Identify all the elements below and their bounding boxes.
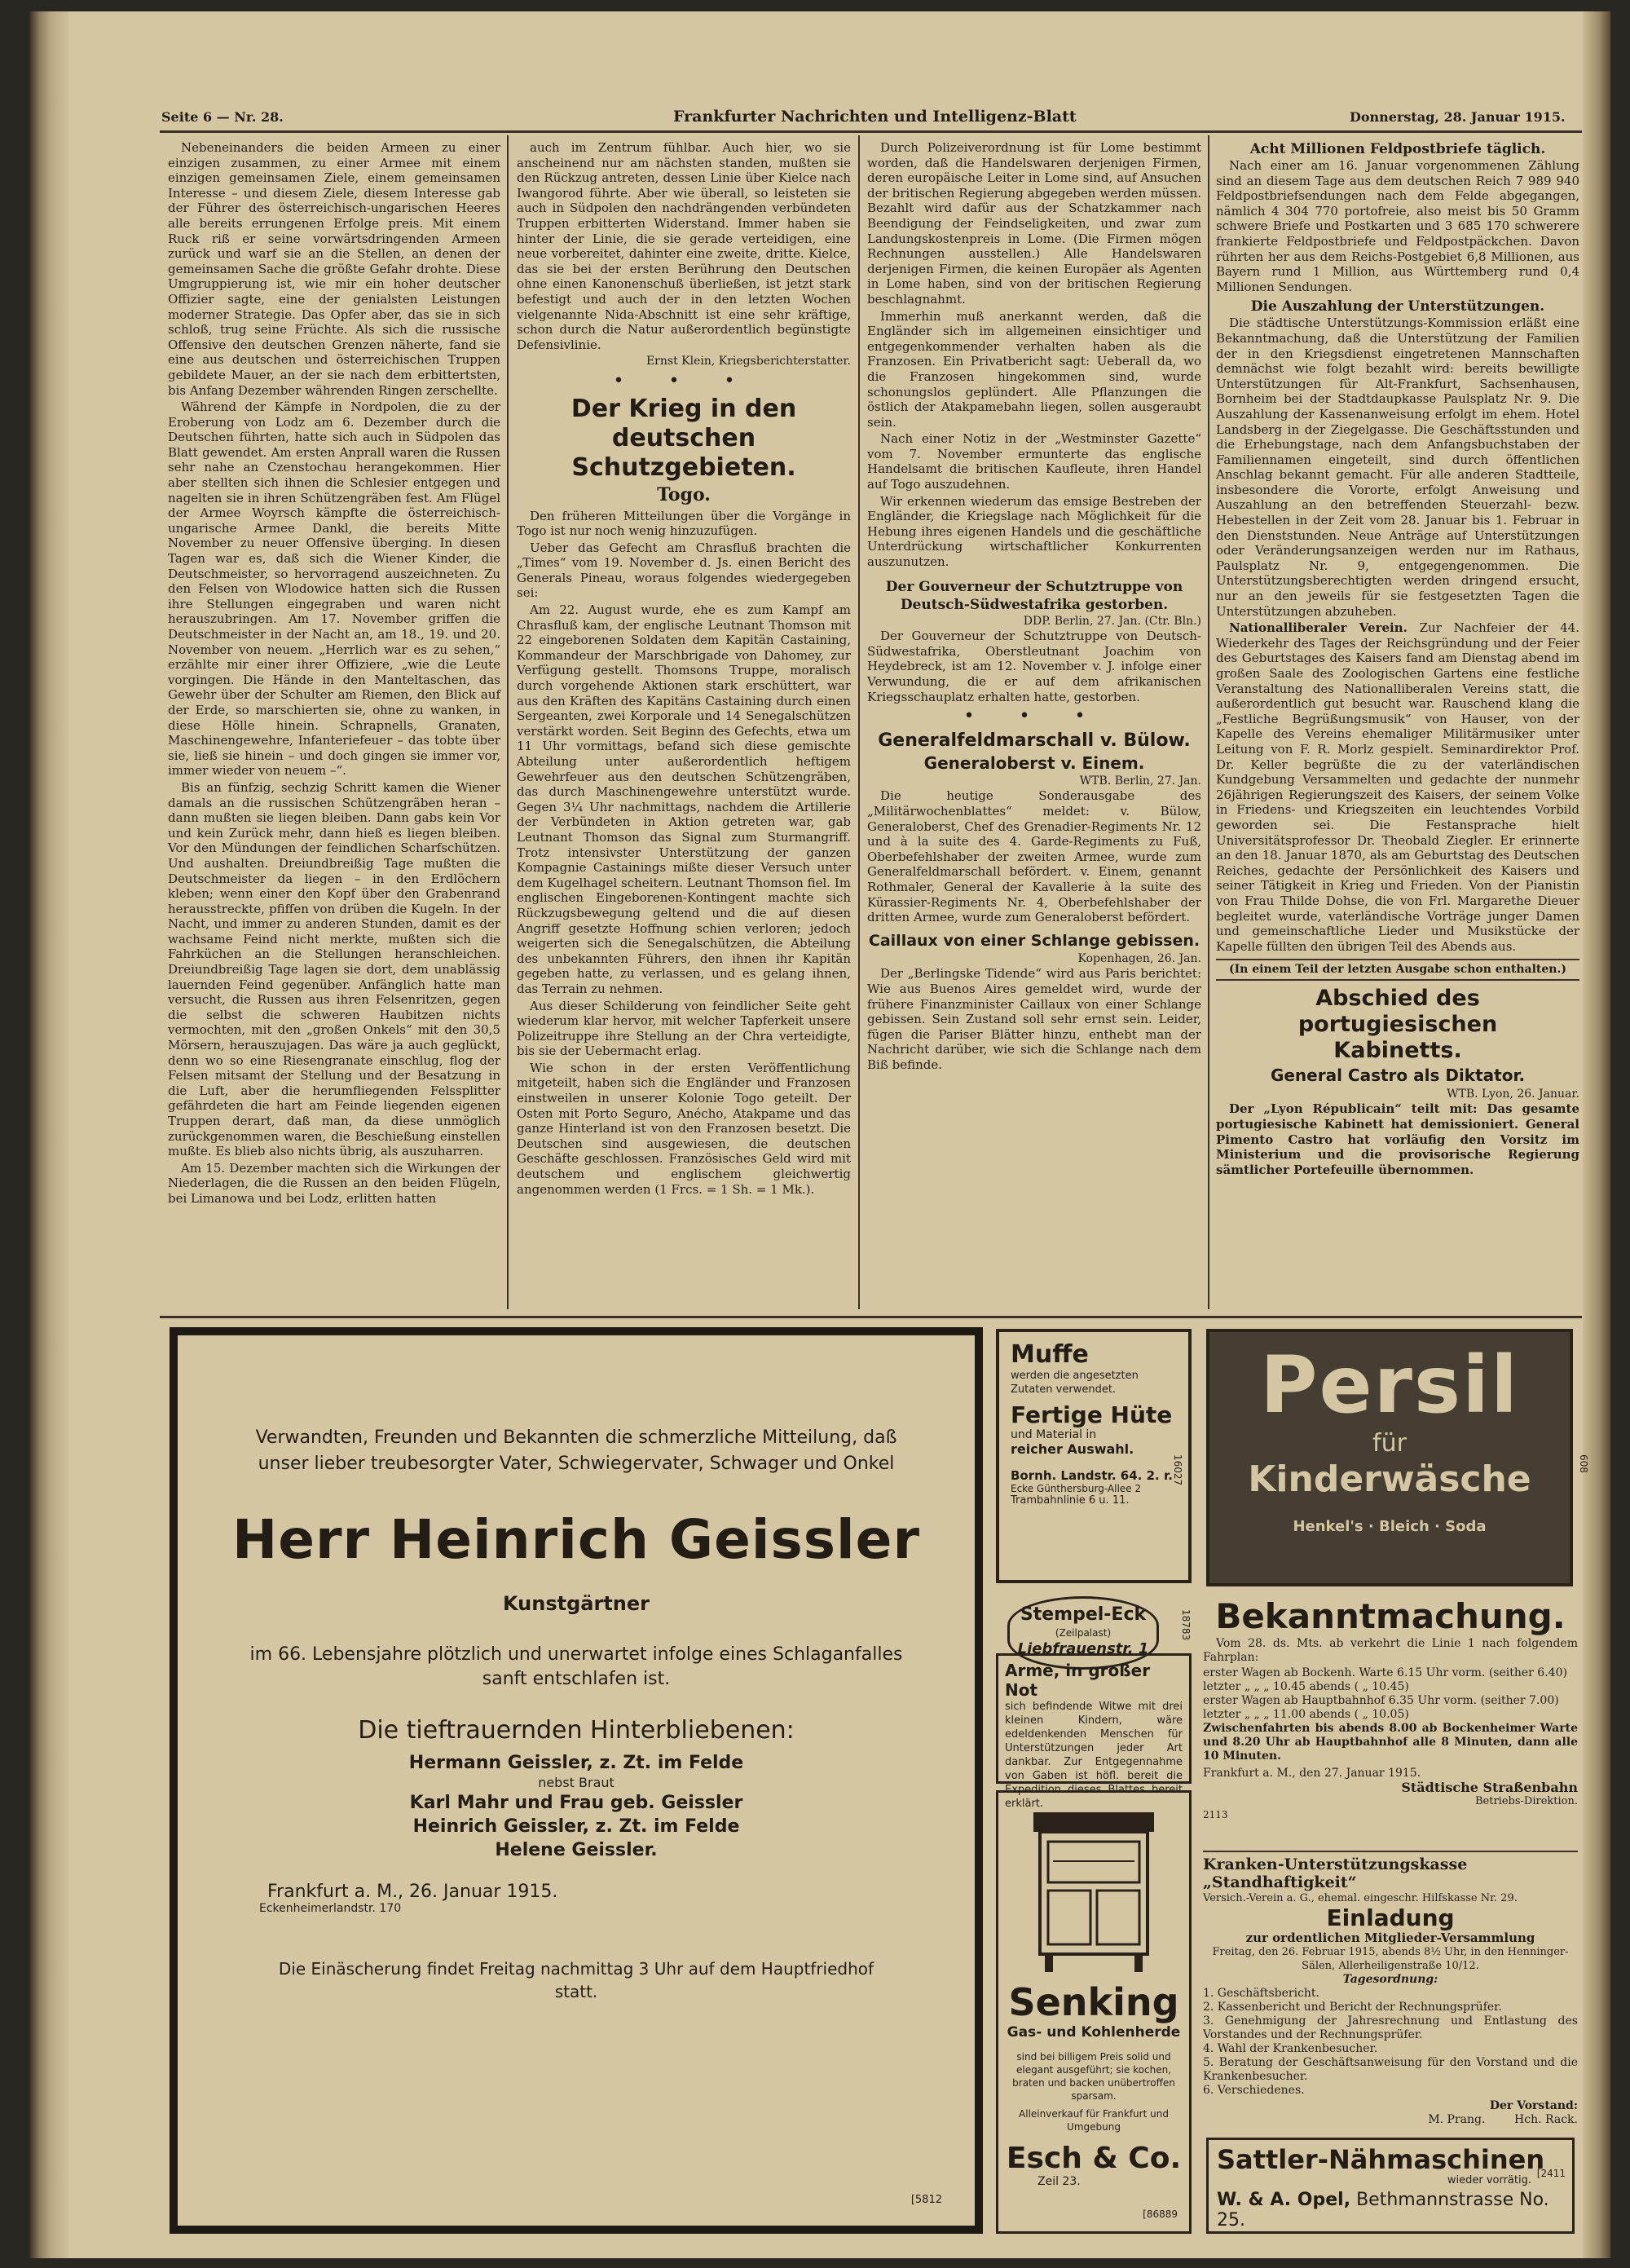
- ad-subtitle: Gas- und Kohlenherde: [1007, 2024, 1181, 2041]
- ad-senking: [996, 1790, 1192, 2234]
- ad-code: [86889: [1143, 2208, 1178, 2220]
- notice-date: Frankfurt a. M., den 27. Januar 1915.: [1203, 1767, 1421, 1780]
- paragraph: Die heutige Sonderausgabe des „Militärwochenblattes“ meldet: v. Bülow, Generaloberst, Chef des Grenadier-Regiments Nr. 12 und à la suite des 4. Garde-Regiments zu Fuß, Oberbefehlshaber der zweiten Armee, wurde zum Generalfeldmarschall befördert. v. Einem, genannt Rothmaler, General der Kavallerie à la suite des Kürassier-Regiments Nr. 4, Oberbefehlshaber der dritten Armee, wurde zum Generaloberst befördert.: [867, 788, 1201, 925]
- obituary-notice: [170, 1327, 983, 2234]
- ad-code: 16027: [1172, 1454, 1183, 1486]
- article-column-3: [867, 140, 1201, 1314]
- ad-address: Bornh. Landstr. 64. 2. r.: [1011, 1468, 1173, 1483]
- column-rule: [507, 135, 509, 1309]
- paragraph: Immerhin muß anerkannt werden, daß die Engländer sich im allgemeinen einsichtiger und entgegenkommender verhalten haben als die Franzosen. Ein Privatbericht sagt: Ueberall da, wo die Franzosen hingekommen sind, wurde schonungslos geplündert. Alle Pflanzungen die östlich der Atakpamebahn liegen, sollen ausgeraubt sein.: [867, 308, 1201, 430]
- notice-title: Kranken-Unterstützungskasse „Standhaftigkeit“: [1203, 1855, 1468, 1891]
- column-rule: [1208, 135, 1209, 1309]
- dateline: DDP. Berlin, 27. Jan. (Ctr. Bln.): [1023, 614, 1201, 628]
- ad-address: Bethmannstrasse No. 25.: [1217, 2190, 1549, 2230]
- notice-text: Freitag, den 26. Februar 1915, abends 8½ Uhr, in den Henninger-Sälen, Allerheiligenstraße 10/12.: [1212, 1946, 1569, 1972]
- paragraph: Am 22. August wurde, ehe es zum Kampf am Chrasfluß kam, der englische Leutnant Thomson mit 22 eingeborenen Soldaten dem Kapitän Castaining, Kommandeur der Marschbrigade von Dahomey, zur Verfügung gestellt. Thomsons Truppe, moralisch durch vorgehende Aktionen stark erschüttert, war aus den Kräften des Kapitäns Castaining durch einen Sergeanten, zwei Korporale und 14 Senegalschützen verstärkt worden. Seit Beginn des Gefechts, etwa um 11 Uhr vormittags, befand sich diese gemischte Abteilung unter außerordentlich heftigem Gewehrfeuer aus den deutschen Schützengräben, das durch Maschinengewehre unterstützt wurde. Gegen 3¼ Uhr nachmittags, nachdem die Artillerie der Verbündeten in Aktion getreten war, gab Leutnant Thomson das Signal zum Sturmangriff. Trotz intensivster Unterstützung der ganzen Kompagnie Castainings mißte dieser Versuch unter dem Kugelhagel scheitern. Leutnant Thomson fiel. Im englischen Eingeborenen-Kontingent machte sich Rückzugsbewegung geltend und die auf diesen Angriff gesetzte Hoffnung schien verloren; jedoch weigerten sich die Senegalschützen, die Abteilung des unbekannten Führers, den ihnen ihr Kapitän gegeben hatte, zu verlassen, und es gelang ihnen, das Terrain zu nehmen.: [517, 602, 851, 996]
- board-names: M. Prang. Hch. Rack.: [1428, 2113, 1578, 2126]
- mourner: Karl Mahr und Frau geb. Geissler: [409, 1793, 743, 1813]
- ad-address: Liebfrauenstr. 1: [1017, 1640, 1149, 1657]
- obituary-intro: Verwandten, Freunden und Bekannten die schmerzliche Mitteilung, daß unser lieber treubesorgter Vater, Schwiegervater, Schwager und Onkel: [255, 1427, 897, 1474]
- ad-text: Kinderwäsche: [1248, 1458, 1531, 1500]
- paragraph: Wie schon in der ersten Veröffentlichung mitgeteilt, haben sich die Engländer und Franzosen einstweilen in unserer Kolonie Togo geteilt. Der Osten mit Porto Seguro, Anécho, Atakpame und das ganze Hinterland ist von den Franzosen besetzt. Die Deutschen sind ausgewiesen, die deutschen Geschäfte geschlossen. Französisches Geld wird mit deutschem und englischem gleichwertig angenommen werden (1 Frcs. = 1 Sh. = 1 Mk.).: [517, 1060, 851, 1197]
- notice-heading: zur ordentlichen Mitglieder-Versammlung: [1245, 1930, 1535, 1945]
- ad-arme: [996, 1653, 1192, 1810]
- agenda-item: 1. Geschäftsbericht.: [1203, 1987, 1320, 2000]
- editor-note: (In einem Teil der letzten Ausgabe schon enthalten.): [1229, 963, 1566, 977]
- paragraph-lead: Nationalliberaler Verein.: [1229, 620, 1408, 636]
- notice-heading: Einladung: [1326, 1904, 1455, 1931]
- agenda-item: 5. Beratung der Geschäftsanweisung für den Vorstand und die Krankenbesucher.: [1203, 2056, 1578, 2083]
- address: Eckenheimerlandstr. 170: [259, 1902, 402, 1915]
- agenda-item: 2. Kassenbericht und Bericht der Rechnungsprüfer.: [1203, 2001, 1502, 2014]
- ad-text: werden die angesetzten: [1011, 1370, 1139, 1382]
- ad-code: [2411: [1536, 2168, 1566, 2179]
- article-column-4: [1216, 140, 1579, 1314]
- ad-text: und Material in: [1011, 1428, 1097, 1441]
- book-spine: [29, 11, 68, 2258]
- paragraph: Bis an fünfzig, sechzig Schritt kamen die Wiener damals an die russischen Schützengräben heran – dann mußten sie liegen bleiben. Dann gabs kein Vor und kein Zurück mehr, dann hieß es liegen bleiben. Vor den Mündungen der feindlichen Scharfschützen. Und aushalten. Dreiundbreißig Tage mußten die Deutschmeister da liegen – in den Erdlöchern kleben; wenn einer den Kopf über den Grabenrand herausstreckte, pfiffen von drüben die Kugeln. In der Nacht, und immer zu anderen Stunden, damit es der wachsame Feind nicht merkte, mußten sich die Fahrküchen an die Stellungen heranschleichen. Dreiundbreißig Tage lagen sie dort, dem unablässig lauernden Feind gegenüber. Anfänglich hatte man versucht, die Russen aus ihren Felsenritzen, gegen die selbst die schweren Haubitzen nichts vermochten, mit den „großen Onkels“ mit den 30,5 Mörsern, herauszujagen. Das wäre ja auch geglückt, denn wo so eine Riesengranate einschlug, flog der Felsen mitsamt der Stellung und der Besatzung in die Luft, aber die herumfliegenden Felssplitter gefährdeten die hart am Feinde liegenden eigenen Truppen derart, daß man, da diese unmöglich zurückgenommen waren, die Beschießung einstellen mußte. Es blieb also nichts übrig, als auszuharren.: [168, 779, 500, 1159]
- section-rule: [1203, 1851, 1578, 1852]
- page-edge: [1583, 11, 1610, 2258]
- paragraph: Während der Kämpfe in Nordpolen, die zu der Eroberung von Lodz am 6. Dezember durch die Deutschen führten, hatte sich auch in Südpolen das Blatt gewendet. Am ersten Anprall waren die Russen sehr nahe an Czenstochau herangekommen. Hier aber stellten sich ihnen die Schlesier entgegen und nagelten sie in ihren Schützengräben fest. Am Flügel der Armee Woyrsch kämpfte die österreichisch-ungarische Armee Dankl, die bereits Mitte November zu neuer Offensive überging. In diesen Tagen war es, daß sich die Wiener Kinder, die Deutschmeister, so hervorragend auszeichneten. Zu den Felsen von Wlodowice hatten sich die Russen ihre Stellungen eingegraben und waren nicht herauszubringen. Am 17. November griffen die Deutschmeister in der Nacht an, am 18., 19. und 20. November von neuem. „Herrlich war es zu sehen,“ erzählte mir einer ihrer Offiziere, „wie die Leute vorgingen. Die Hände in den Manteltaschen, das Gewehr über der Schulter am Riemen, den Blick auf der Erde, so marschierten sie, ohne zu wanken, in diese Hölle hinein. Schrapnells, Granaten, Maschinengewehre, Infanteriefeuer – das tobte über sie, ließ sie hinein – und doch gingen sie immer vor, immer wieder von neuem –“.: [168, 399, 500, 779]
- column-rule: [858, 135, 860, 1309]
- headline: Der Krieg in den: [570, 394, 797, 423]
- mourner: nebst Braut: [538, 1775, 615, 1790]
- stove-icon: [1029, 1804, 1159, 1975]
- brand-name: Persil: [1260, 1339, 1519, 1431]
- ad-firm: Esch & Co.: [1006, 2142, 1182, 2175]
- brand-name: Sattler-: [1217, 2144, 1328, 2175]
- board-heading: Der Vorstand:: [1489, 2099, 1578, 2112]
- notice-firm: Betriebs-Direktion.: [1474, 1795, 1578, 1807]
- notice-text: Vom 28. ds. Mts. ab verkehrt die Linie 1 nach folgendem Fahrplan:: [1203, 1637, 1578, 1664]
- ad-text: Ecke Günthersburg-Allee 2: [1011, 1483, 1142, 1494]
- funeral-note: Die Einäscherung findet Freitag nachmittag 3 Uhr auf dem Hauptfriedhof statt.: [278, 1959, 874, 2001]
- notice-kasse: [1203, 1855, 1578, 2126]
- headline: deutschen Schutzgebieten.: [571, 423, 796, 482]
- obituary-text: im 66. Lebensjahre plötzlich und unerwartet infolge eines Schlaganfalles sanft entschlafen ist.: [249, 1644, 903, 1689]
- headline: Generaloberst v. Einem.: [923, 752, 1145, 773]
- timetable-row: erster Wagen ab Hauptbahnhof 6.35 Uhr vorm. (seither 7.00): [1203, 1694, 1559, 1707]
- headline: Abschied des portugiesischen: [1297, 985, 1498, 1037]
- agenda-item: 4. Wahl der Krankenbesucher.: [1203, 2042, 1378, 2055]
- notice-firm: Städtische Straßenbahn: [1401, 1780, 1578, 1795]
- paragraph: Nebeneinanders die beiden Armeen zu einer einzigen zusammen, zu einer Armee mit einem einzigen gemeinsamen Ziele, einem gemeinsamen Interesse – und diesem Ziele, diesem Interesse gab der Führer des österreichisch-ungarischen Heeres alle bereits errungenen Erfolge preis. Mit einem Ruck riß er seine vorwärtsdringenden Armeen zurück und warf sie an die Stellen, an denen der gemeinsamen Sache die größte Gefahr drohte. Diese Umgruppierung ist, wie mir ein hoher deutscher Offizier sagte, eine der genialsten Leistungen moderner Strategie. Das Opfer aber, das sie in sich schloß, trug seine Früchte. Als sich die russische Offensive den deutschen Grenzen näherte, fand sie eine aus deutschen und österreichischen Truppen gebildete Mauer, an der sie nach dem erbittertsten, bis Anfang Dezember währenden Ringen zerschellte.: [168, 140, 500, 398]
- ad-muffe: [996, 1329, 1192, 1583]
- ad-text: Zutaten verwendet.: [1011, 1383, 1117, 1396]
- mourners-heading: Die tieftrauernden Hinterbliebenen:: [358, 1716, 795, 1745]
- ad-text: Alleinverkauf für Frankfurt und Umgebung: [1019, 2108, 1169, 2133]
- ad-footer: Henkel's · Bleich · Soda: [1293, 1518, 1487, 1535]
- notice-title: Bekanntmachung.: [1215, 1596, 1566, 1636]
- paragraph: Nach einer Notiz in der „Westminster Gazette“ vom 7. November ermunterte das englische Handelsamt die britischen Kaufleute, ihren Handel auf Togo auszudehnen.: [867, 431, 1201, 492]
- ad-title: Stempel-Eck: [1020, 1604, 1147, 1625]
- ad-code: [5812: [910, 2194, 942, 2206]
- newspaper-title: Frankfurter Nachrichten und Intelligenz-Blatt: [673, 108, 1077, 126]
- ad-text: für: [1372, 1429, 1407, 1458]
- section-rule: [160, 1316, 1582, 1318]
- place-date: Frankfurt a. M., 26. Januar 1915.: [267, 1882, 558, 1902]
- paragraph: Durch Polizeiverordnung ist für Lome bestimmt worden, daß die Handelswaren derjenigen Firmen, deren europäische Leiter in Lome sind, auf Ansuchen der britischen Regierung abgegeben werden müssen. Bezahlt wird dafür aus der Schatzkammer nach Beendigung der Feindseligkeiten, und zwar zum Landungskostenpreis in Lome. (Die Firmen mögen Rechnungen ausstellen.) Alle Handelswaren derjenigen Firmen, die keinen Europäer als Agenten in Lome haben, sind von der britischen Regierung beschlagnahmt.: [867, 140, 1201, 307]
- ad-text: sind bei billigem Preis solid und elegant ausgeführt; sie kochen, braten und backen unübertroffen sparsam.: [1012, 2051, 1175, 2102]
- timetable-row: letzter „ „ „ 10.45 abends ( „ 10.45): [1203, 1680, 1409, 1693]
- header-rule: [160, 130, 1582, 133]
- dateline: WTB. Berlin, 27. Jan.: [1079, 774, 1201, 788]
- paragraph: Ueber das Gefecht am Chrasfluß brachten die „Times“ vom 19. November d. Js. einen Bericht des Generals Pineau, woraus folgendes wiedergegeben sei:: [517, 540, 851, 601]
- paragraph: auch im Zentrum fühlbar. Auch hier, wo sie anscheinend nur am nächsten standen, mußten sie den Rückzug antreten, dessen Linie über Kielce nach Iwangorod führte. Aber wie überall, so leisteten sie auch in Südpolen den nachdrängenden verbündeten Truppen erbitterten Widerstand. Immer haben sie hinter der Linie, die sie gerade verteidigen, eine neue vorbereitet, dahinter eine zweite, dritte. Kielce, das sie bei der ersten Berührung den Deutschen ohne einen Kanonenschuß überließen, ist jetzt stark befestigt und auch der in den letzten Wochen vielgenannte Nida-Abschnitt ist eine sehr kräftige, schon durch die Natur außerordentlich begünstigte Defensivlinie.: [517, 140, 851, 352]
- ad-text: wieder vorrätig.: [1447, 2174, 1531, 2186]
- ad-text: reicher Auswahl.: [1011, 1441, 1134, 1457]
- ad-firm: W. & A. Opel,: [1217, 2190, 1351, 2210]
- subheadline: Togo.: [657, 483, 711, 505]
- article-column-2: [517, 140, 851, 1314]
- timetable-row: letzter „ „ „ 11.00 abends ( „ 10.05): [1203, 1708, 1409, 1721]
- page-number: Seite 6 — Nr. 28.: [161, 109, 284, 125]
- brand-name: Senking: [1008, 1980, 1179, 2024]
- ad-text: Trambahnlinie 6 u. 11.: [1011, 1494, 1130, 1507]
- paragraph: Nach einer am 16. Januar vorgenommenen Zählung sind an diesem Tage aus dem deutschen Reich 7 989 940 Feldpostbriefsendungen nach dem Felde abgegangen, nämlich 4 304 770 portofreie, also meist bis 50 Gramm schwere Briefe und Postkarten und 3 685 170 schwerere frankierte Feldpostbriefe und Feldpostpäckchen. Davon rührten her aus dem Reichs-Postgebiet 6,8 Millionen, aus Bayern rund 1 Million, aus Württemberg rund 0,4 Millionen Sendungen.: [1216, 158, 1579, 294]
- signature: Ernst Klein, Kriegsberichterstatter.: [645, 355, 851, 368]
- agenda-item: 6. Verschiedenes.: [1203, 2084, 1305, 2097]
- deceased-name: Herr Heinrich Geissler: [231, 1508, 920, 1571]
- subheadline: General Castro als Diktator.: [1270, 1065, 1526, 1085]
- issue-date: Donnerstag, 28. Januar 1915.: [1350, 109, 1566, 125]
- agenda-heading: Tagesordnung:: [1342, 1973, 1438, 1986]
- timetable-row: erster Wagen ab Bockenh. Warte 6.15 Uhr vorm. (seither 6.40): [1203, 1666, 1567, 1679]
- brand-name: Nähmaschinen: [1328, 2144, 1545, 2175]
- paragraph: Der „Berlingske Tidende“ wird aus Paris berichtet: Wie aus Buenos Aires gemeldet wird, wurde der frühere Finanzminister Caillaux von einer Schlange gebissen. Sein Zustand soll sehr ernst sein. Leider, fügen die Pariser Blätter hinzu, enthebt man der Nachricht darüber, wie sich die Schlange nach dem Biß befinde.: [867, 966, 1201, 1072]
- dateline: Kopenhagen, 26. Jan.: [1077, 951, 1201, 965]
- newspaper-page: [29, 11, 1610, 2258]
- paragraph: Der Gouverneur der Schutztruppe von Deutsch-Südwestafrika, Oberstleutnant Joachim von Heydebreck, ist am 12. November v. J. infolge einer Verwundung, die er auf dem afrikanischen Kriegsschauplatz erhalten hatte, gestorben.: [867, 629, 1201, 704]
- separator-dots: • • •: [963, 706, 1105, 727]
- ad-code: 2113: [1203, 1809, 1228, 1820]
- agenda-item: 3. Genehmigung der Jahresrechnung und Entlastung des Vorstandes und der Rechnungsprüfer.: [1203, 2014, 1578, 2041]
- mourner: Helene Geissler.: [495, 1840, 658, 1860]
- paragraph: Die städtische Unterstützungs-Kommission erläßt eine Bekanntmachung, daß die Unterstützung der Familien der in den Kriegsdienst eingetretenen Mannschaften demnächst wie folgt bezahlt wird: bereits bewilligte Unterstützungen für Alt-Frankfurt, Sachsenhausen, Bornheim bei der Stadtdaupkasse Paulsplatz Nr. 9. Die Auszahlung der Kassenanweisung erfolgt im ehem. Hotel Landsberg in der Ziegelgasse. Die Geschäftsstunden und die Erhebungstage, nach dem Anfangsbuchstaben der Familiennamen eingeteilt, sind durch öffentlichen Anschlag bekannt gemacht. Für alle anderen Stadtteile, insbesondere die Vororte, erfolgt Anweisung und Auszahlung an den betreffenden Steuerzahl- bezw. Hebestellen in der Zeit vom 28. Januar bis 1. Februar in den Dienststunden. Neue Anträge auf Unterstützungen oder Veränderungsanzeigen werden nur im Rathaus, Paulsplatz Nr. 9, entgegengenommen. Die Unterstützungsberechtigten werden dringend ersucht, nur an den jeweils für sie festgesetzten Tagen die Unterstützungen abzuheben.: [1216, 315, 1579, 619]
- timetable-row: Zwischenfahrten bis abends 8.00 ab Bockenheimer Warte und 8.20 Uhr ab Hauptbahnhof alle 8 Minuten, dann alle 10 Minuten.: [1203, 1722, 1578, 1763]
- ad-text: sich befindende Witwe mit drei kleinen Kindern, wäre edeldenkenden Menschen für Unterstützungen jeder Art dankbar. Zur Entgegennahme von Gaben ist höfl. bereit die Expedition dieses Blattes bereit erklärt.: [1005, 1701, 1183, 1810]
- headline: Die Auszahlung der Unterstützungen.: [1250, 298, 1545, 315]
- ad-text: (Zeilpalast): [1055, 1627, 1112, 1639]
- ad-persil: [1206, 1329, 1589, 1586]
- paragraph: [1216, 620, 1579, 954]
- ad-brand-line: [1217, 2145, 1564, 2174]
- article-column-1: [168, 140, 500, 1314]
- headline: Acht Millionen Feldpostbriefe täglich.: [1249, 141, 1546, 157]
- ad-code: 608: [1578, 1454, 1589, 1473]
- mourners-list: [210, 1751, 942, 1862]
- paragraph: Den früheren Mitteilungen über die Vorgänge in Togo ist nur noch wenig hinzuzufügen.: [517, 508, 851, 539]
- paragraph: Der „Lyon Républicain“ teilt mit: Das gesamte portugiesische Kabinett hat demissioniert. General Pimento Castro hat vorläufig den Vorsitz im Ministerium und die provisorische Regierung sämtlicher Portefeuille übernommen.: [1216, 1101, 1579, 1177]
- ad-sattler: [1206, 2138, 1575, 2234]
- separator-dots: • • •: [613, 370, 755, 391]
- ad-heading: Fertige Hüte: [1011, 1401, 1173, 1428]
- deceased-profession: Kunstgärtner: [503, 1592, 650, 1615]
- ad-title: Muffe: [1011, 1340, 1089, 1369]
- headline: Generalfeldmarschall v. Bülow.: [878, 730, 1191, 751]
- paragraph-text: Zur Nachfeier der 44. Wiederkehr des Tages der Reichsgründung und der Feier des Geburtstages des Kaisers fand am Dienstag abend im großen Saale des Zoologischen Gartens eine festliche Veranstaltung des Nationalliberalen Vereins statt, die außerordentlich gut besucht war. Rauschend klang die „Festliche Begrüßungsmusik“ von Hauser, von der Kapelle des Vereins ehemaliger Militärmusiker unter Leitung von F. R. Morlz gespielt. Seminardirektor Prof. Dr. Keller begrüßte die zu der vaterländischen Kundgebung Versammelten und gedachte der nunmehr 26jährigen Regierungszeit des Kaisers, der seinem Volke in Friedens- und Kriegszeiten ein leuchtendes Vorbild geworden sei. Die Festansprache hielt Universitätsprofessor Dr. Theobald Ziegler. Er erinnerte an den 18. Januar 1870, als am Geburtstag des Deutschen Reiches, gedachte der Persönlichkeit des Kaisers und seiner Tätigkeit in Krieg und Frieden. Von der Pianistin von Frau Thilde Dohse, die von Frl. Margarethe Dieuer begleitet wurde, vaterländische Vorträge junger Damen und gemeinschaftliche Lieder und Musikstücke der Kapelle füllten den übrigen Teil des Abends aus.: [1216, 620, 1579, 954]
- paragraph: Wir erkennen wiederum das emsige Bestreben der Engländer, die Kriegslage nach Möglichkeit für die Hebung ihres eigenen Handels und die geschäftliche Unterdrückung wirtschaftlicher Konkurrenten auszunutzen.: [867, 493, 1201, 570]
- notice-tram: [1203, 1596, 1578, 1841]
- paragraph: Aus dieser Schilderung von feindlicher Seite geht wiederum klar hervor, mit welcher Tapferkeit unsere Polizeitruppe ihre Stellung an der Chra verteidigte, bis sie der Uebermacht erlag.: [517, 998, 851, 1059]
- paragraph: Am 15. Dezember machten sich die Wirkungen der Niederlagen, die die Russen an den beiden Flügeln, bei Limanowa und bei Lodz, erlitten hatten: [168, 1160, 500, 1206]
- headline: Kabinetts.: [1333, 1037, 1462, 1063]
- mourner: Heinrich Geissler, z. Zt. im Felde: [412, 1816, 740, 1837]
- ad-title: Arme, in großer Not: [1005, 1661, 1151, 1700]
- mourner: Hermann Geissler, z. Zt. im Felde: [408, 1753, 744, 1773]
- ad-address: Zeil 23.: [1037, 2175, 1081, 2188]
- ad-code: 18783: [1180, 1609, 1192, 1641]
- headline: Der Gouverneur der Schutztruppe von Deutsch-Südwestafrika gestorben.: [885, 578, 1183, 613]
- headline: Caillaux von einer Schlange gebissen.: [868, 931, 1200, 950]
- dateline: WTB. Lyon, 26. Januar.: [1447, 1087, 1579, 1101]
- notice-subtitle: Versich.-Verein a. G., ehemal. eingeschr. Hilfskasse Nr. 29.: [1203, 1892, 1518, 1904]
